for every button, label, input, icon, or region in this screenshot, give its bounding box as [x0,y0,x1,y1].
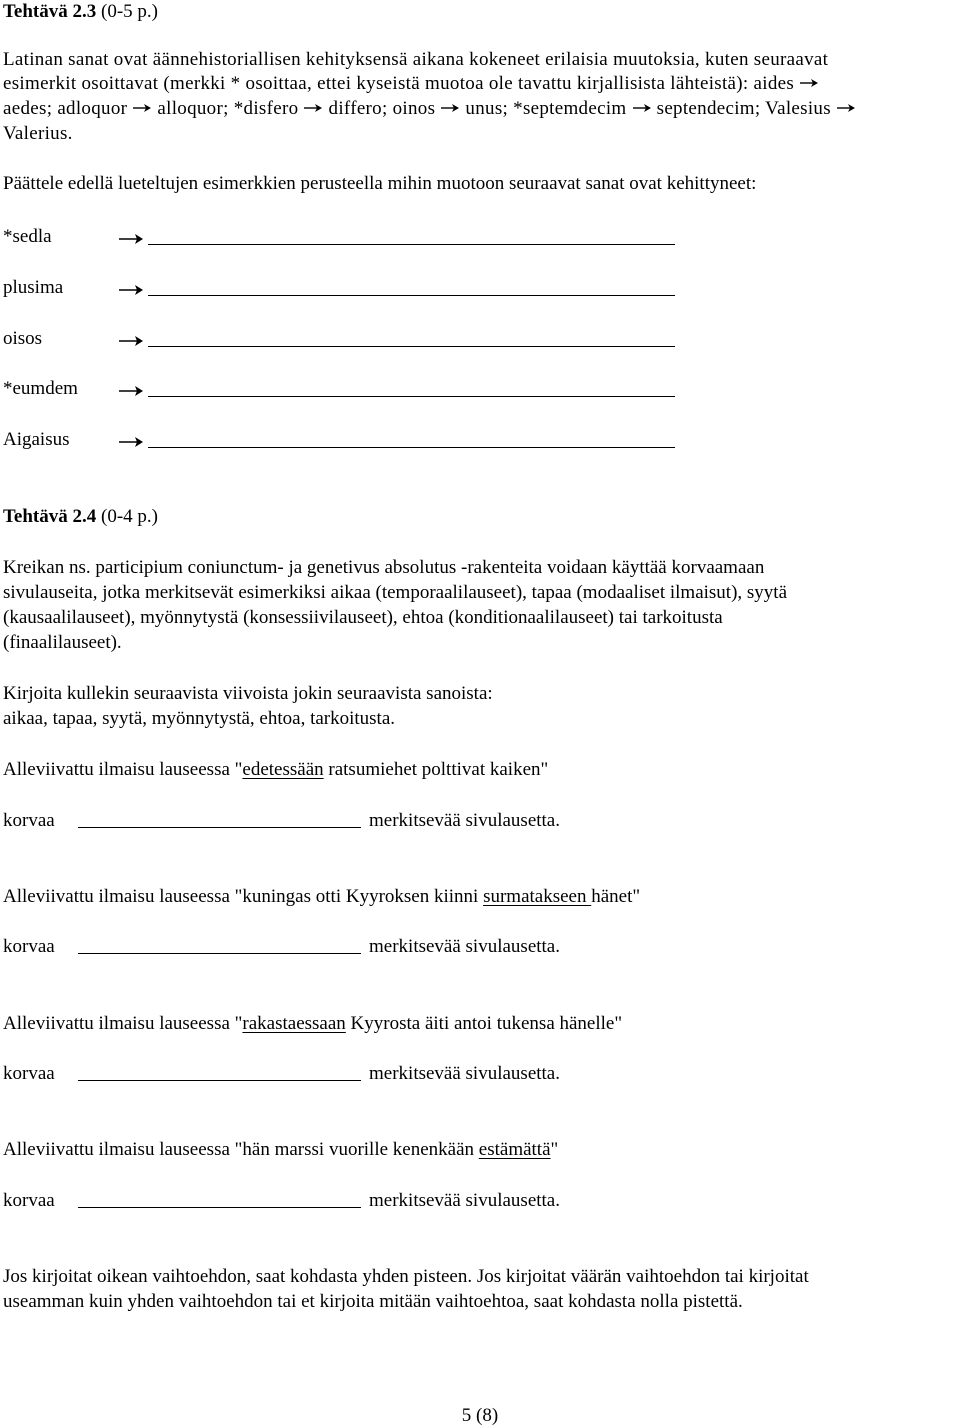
task-2-3-instruction: Päättele edellä lueteltujen esimerkkien perusteella mihin muotoon seuraavat sanat ovat kehittyneet: [3,173,757,194]
underlined-expression: estämättä [478,1139,551,1160]
intro-text: aedes; adloquor [3,98,128,119]
intro-text: unus; *septemdecim [465,98,627,119]
question-text: Alleviivattu ilmaisu lauseessa " [3,759,243,780]
right-arrow-icon [632,101,652,115]
task-2-4-para-1-line-3: (kausaalilauseet), myönnytystä (konsessiivilauseet), ehtoa (konditionaalilauseet) tai tarkoitusta [3,607,723,628]
task-2-4-para-1-line-4: (finaalilauseet). [3,632,122,653]
task-2-4-heading [3,505,953,529]
korvaa-suffix-4: merkitsevää sivulausetta. [369,1190,560,1211]
word-label-3: oisos [3,328,43,349]
task-2-4-para-2-line-2: aikaa, tapaa, syytä, myönnytystä, ehtoa, tarkoitusta. [3,708,396,729]
task-2-4-para-1-line-1: Kreikan ns. participium coniunctum- ja genetivus absolutus -rakenteita voidaan käyttää korvaamaan [3,557,765,578]
korvaa-answer-line-2[interactable] [78,953,361,954]
task-2-4-para-2-line-1: Kirjoita kullekin seuraavista viivoista jokin seuraavista sanoista: [3,683,493,704]
korvaa-label-2: korvaa [3,936,55,957]
right-arrow-icon [118,280,144,300]
answer-line-1[interactable] [148,244,675,245]
question-text: Alleviivattu ilmaisu lauseessa "kuningas otti Kyyroksen kiinni [3,886,484,907]
answer-line-2[interactable] [148,295,675,296]
word-label-2: plusima [3,277,64,298]
right-arrow-icon [799,76,819,90]
question-4 [3,1138,953,1162]
intro-text: alloquor; *disfero [157,98,299,119]
intro-text: differo; oinos [328,98,436,119]
task-2-3-points: (0-5 p.) [96,1,158,22]
intro-text: esimerkit osoittavat (merkki * osoittaa, ettei kyseistä muotoa ole tavattu kirjallisista lähteistä): aides [3,73,795,94]
right-arrow-icon [118,381,144,401]
question-2 [3,885,953,909]
question-text: Alleviivattu ilmaisu lauseessa "hän marssi vuorille kenenkään [3,1139,479,1160]
task-2-3-intro-line-2 [3,72,953,96]
underlined-expression: rakastaessaan [242,1013,346,1034]
answer-line-4[interactable] [148,396,675,397]
korvaa-answer-line-3[interactable] [78,1080,361,1081]
right-arrow-icon [118,331,144,351]
intro-text: septendecim; Valesius [656,98,831,119]
underlined-expression: surmatakseen [483,886,592,907]
korvaa-suffix-1: merkitsevää sivulausetta. [369,810,560,831]
korvaa-label-3: korvaa [3,1063,55,1084]
scoring-line-1: Jos kirjoitat oikean vaihtoehdon, saat kohdasta yhden pisteen. Jos kirjoitat väärän vaihtoehdon tai kirjoitat [3,1266,809,1287]
task-2-4-points: (0-4 p.) [96,506,158,527]
underlined-expression: edetessään [242,759,324,780]
right-arrow-icon [132,101,152,115]
word-label-4: *eumdem [3,378,78,399]
question-text: " [550,1139,559,1160]
question-text: hänet" [591,886,641,907]
question-1 [3,758,953,782]
answer-line-3[interactable] [148,346,675,347]
right-arrow-icon [118,229,144,249]
scoring-line-2: useamman kuin yhden vaihtoehdon tai et kirjoita mitään vaihtoehtoa, saat kohdasta nolla pistettä. [3,1291,743,1312]
word-label-5: Aigaisus [3,429,70,450]
page-number: 5 (8) [461,1405,499,1426]
right-arrow-icon [303,101,323,115]
task-2-4-para-1-line-2: sivulauseita, jotka merkitsevät esimerkiksi aikaa (temporaalilauseet), tapaa (modaaliset ilmaisut), syytä [3,582,788,603]
right-arrow-icon [440,101,460,115]
task-2-4-title: Tehtävä 2.4 [3,506,97,527]
right-arrow-icon [836,101,856,115]
task-2-3-title: Tehtävä 2.3 [3,1,97,22]
korvaa-label-4: korvaa [3,1190,55,1211]
korvaa-answer-line-1[interactable] [78,827,361,828]
korvaa-label-1: korvaa [3,810,55,831]
right-arrow-icon [118,432,144,452]
korvaa-suffix-2: merkitsevää sivulausetta. [369,936,560,957]
question-3 [3,1012,953,1036]
word-label-1: *sedla [3,226,52,247]
answer-line-5[interactable] [148,447,675,448]
question-text: ratsumiehet polttivat kaiken" [323,759,549,780]
task-2-3-intro-line-3 [3,97,953,121]
task-2-3-intro-line-1: Latinan sanat ovat äännehistoriallisen kehityksensä aikana kokeneet erilaisia muutoksia, kuten seuraavat [3,49,829,70]
korvaa-suffix-3: merkitsevää sivulausetta. [369,1063,560,1084]
korvaa-answer-line-4[interactable] [78,1207,361,1208]
task-2-3-intro-line-4: Valerius. [3,123,73,144]
task-2-3-heading [3,0,953,24]
question-text: Alleviivattu ilmaisu lauseessa " [3,1013,243,1034]
question-text: Kyyrosta äiti antoi tukensa hänelle" [345,1013,623,1034]
